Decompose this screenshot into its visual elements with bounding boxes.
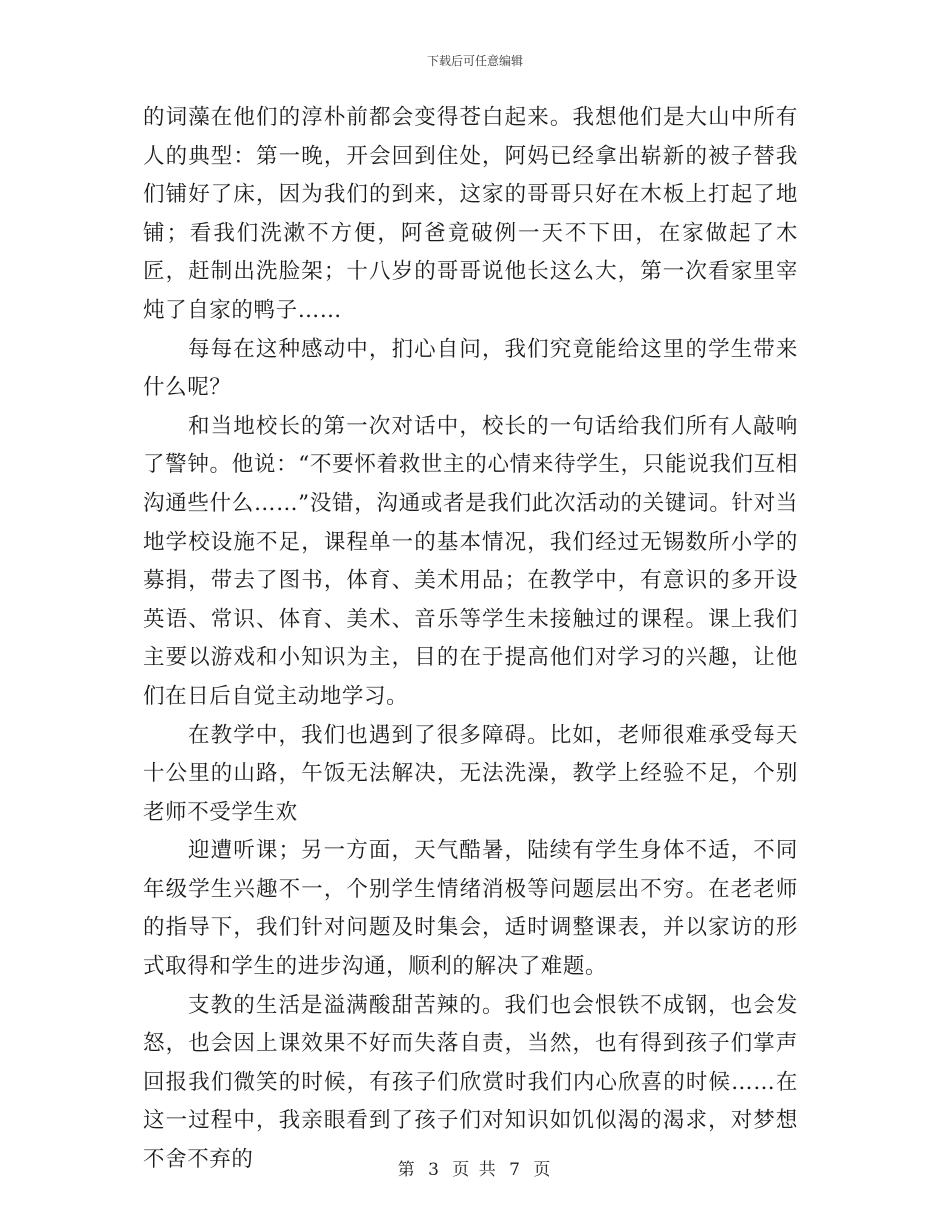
footer-prefix: 第 bbox=[397, 1160, 417, 1180]
paragraph-continuation: 的词藻在他们的淳朴前都会变得苍白起来。我想他们是大山中所有人的典型：第一晚，开会回到住处，阿妈已经拿出崭新的被子替我们铺好了床，因为我们的到来，这家的哥哥只好在木板上打起了地铺；看我们洗漱不方便，阿爸竟破例一天不下田，在家做起了木匠，赶制出洗脸架；十八岁的哥哥说他长这么大，第一次看家里宰炖了自家的鸭子…… bbox=[143, 105, 798, 323]
total-pages: 7 bbox=[509, 1160, 522, 1180]
footer-middle: 页 共 bbox=[452, 1160, 498, 1180]
page-footer bbox=[0, 1155, 950, 1180]
paragraph: 迎遭听课；另一方面，天气酷暑，陆续有学生身体不适，不同年级学生兴趣不一，个别学生情绪消极等问题层出不穷。在老老师的指导下，我们针对问题及时集会，适时调整课表，并以家访的形式取得和学生的进步沟通，顺利的解决了难题。 bbox=[143, 838, 798, 980]
paragraph: 支教的生活是溢满酸甜苦辣的。我们也会恨铁不成钢，也会发怒，也会因上课效果不好而失落自责，当然，也有得到孩子们掌声回报我们微笑的时候，有孩子们欣赏时我们内心欣喜的时候……在这一过程中，我亲眼看到了孩子们对知识如饥似渴的渴求，对梦想不舍不弃的 bbox=[143, 992, 798, 1173]
footer-suffix: 页 bbox=[533, 1160, 553, 1180]
document-body bbox=[143, 99, 798, 1180]
paragraph: 和当地校长的第一次对话中，校长的一句话给我们所有人敲响了警钟。他说：“不要怀着救世主的心情来待学生，只能说我们互相沟通些什么……”没错，沟通或者是我们此次活动的关键词。针对当地学校设施不足，课程单一的基本情况，我们经过无锡数所小学的募捐，带去了图书，体育、美术用品；在教学中，有意识的多开设英语、常识、体育、美术、音乐等学生未接触过的课程。课上我们主要以游戏和小知识为主，目的在于提高他们对学习的兴趣，让他们在日后自觉主动地学习。 bbox=[143, 413, 798, 709]
paragraph: 每每在这种感动中，扪心自问，我们究竟能给这里的学生带来什么呢？ bbox=[143, 336, 798, 401]
page-header: 下载后可任意编辑 bbox=[426, 54, 523, 68]
paragraph: 在教学中，我们也遇到了很多障碍。比如，老师很难承受每天十公里的山路，午饭无法解决，无法洗澡，教学上经验不足，个别老师不受学生欢 bbox=[143, 722, 798, 825]
page-number: 3 bbox=[428, 1160, 441, 1180]
